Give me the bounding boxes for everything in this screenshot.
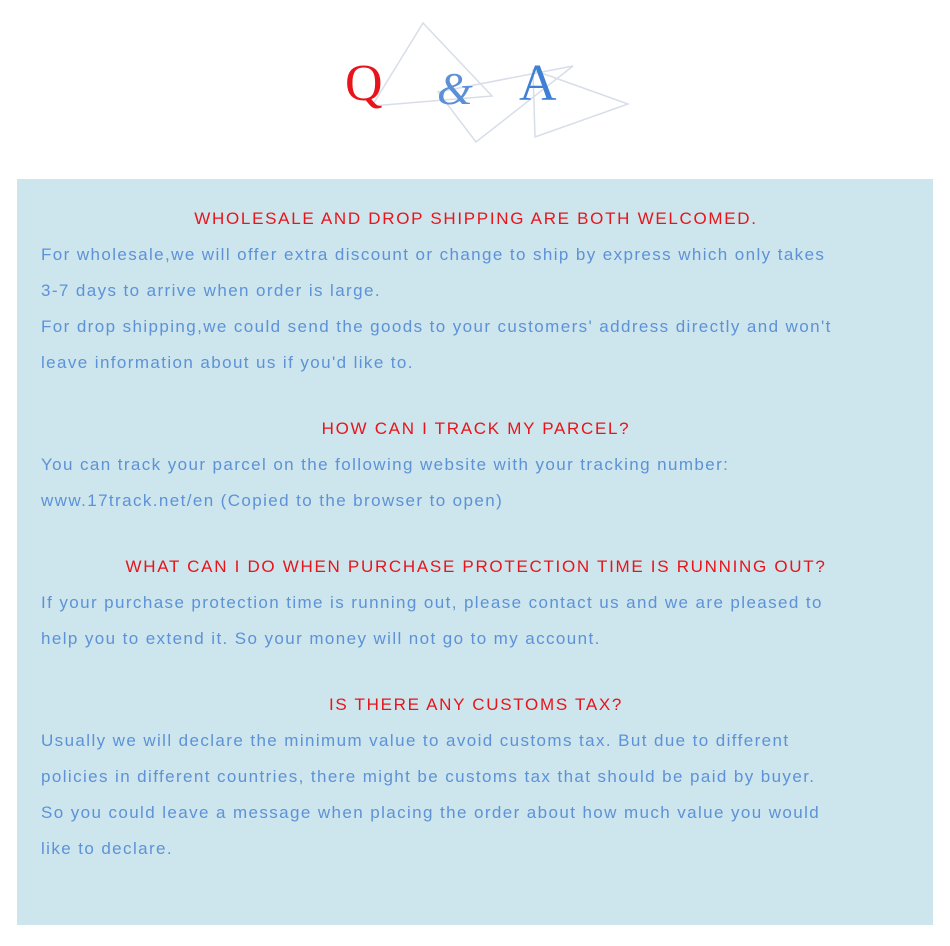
faq-item-tracking xyxy=(41,411,911,519)
faq-question: WHOLESALE AND DROP SHIPPING ARE BOTH WELCOMED. xyxy=(194,209,758,228)
faq-item-customs xyxy=(41,687,911,867)
faq-content xyxy=(41,201,911,897)
faq-answer-line: www.17track.net/en (Copied to the browser to open) xyxy=(41,491,504,510)
faq-answer-line: Usually we will declare the minimum value to avoid customs tax. But due to different xyxy=(41,731,790,750)
faq-answer-line: leave information about us if you'd like to. xyxy=(41,353,414,372)
faq-answer-line: If your purchase protection time is running out, please contact us and we are pleased to xyxy=(41,593,823,612)
triangle-decoration-icon xyxy=(0,0,950,170)
faq-question: IS THERE ANY CUSTOMS TAX? xyxy=(328,695,624,714)
faq-answer-line: So you could leave a message when placing the order about how much value you would xyxy=(41,803,821,822)
faq-question: WHAT CAN I DO WHEN PURCHASE PROTECTION TIME IS RUNNING OUT? xyxy=(125,557,827,576)
logo-ampersand: & xyxy=(437,63,473,114)
qa-header xyxy=(0,0,950,170)
faq-item-wholesale xyxy=(41,201,911,381)
faq-answer-line: You can track your parcel on the following website with your tracking number: xyxy=(41,455,730,474)
faq-answer-line: policies in different countries, there might be customs tax that should be paid by buyer. xyxy=(41,767,816,786)
faq-answer-line: For drop shipping,we could send the goods to your customers' address directly and won't xyxy=(41,317,832,336)
faq-panel xyxy=(17,179,933,925)
logo-q: Q xyxy=(345,55,383,112)
faq-answer-line: For wholesale,we will offer extra discount or change to ship by express which only takes xyxy=(41,245,826,264)
logo-a: A xyxy=(519,55,557,112)
faq-question: HOW CAN I TRACK MY PARCEL? xyxy=(321,419,631,438)
faq-answer-line: like to declare. xyxy=(41,839,174,858)
faq-answer-line: 3-7 days to arrive when order is large. xyxy=(41,281,381,300)
faq-answer-line: help you to extend it. So your money will not go to my account. xyxy=(41,629,601,648)
faq-item-protection xyxy=(41,549,911,657)
